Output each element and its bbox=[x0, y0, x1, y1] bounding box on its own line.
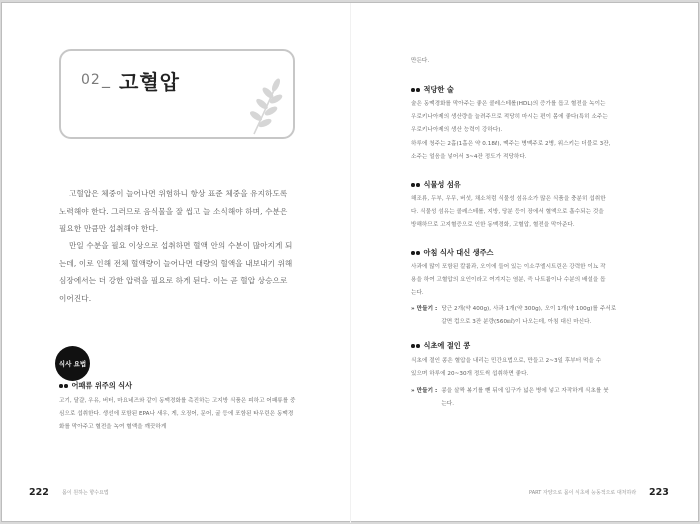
continuation-text: 만든다. bbox=[411, 58, 430, 64]
section-heading-text: 아침 식사 대신 생주스 bbox=[423, 248, 494, 257]
running-header-right: PART 자양으로 몸이 식초에 능동적으로 대처하라 bbox=[529, 490, 637, 496]
chapter-title: 고혈압 bbox=[119, 70, 180, 94]
double-dot-bullet-icon bbox=[59, 384, 68, 388]
double-dot-bullet-icon bbox=[411, 88, 420, 92]
intro-paragraph-2: 만일 수분을 필요 이상으로 섭취하면 혈액 안의 수분이 많아지게 되는데, 이로 인해 전체 혈액량이 늘어나면 대량의 혈액을 내보내기 위해 심장에서는 더 강한 압력을 필요로 하게 된다. 이는 곧 혈압 상승으로 이어진다. bbox=[59, 241, 293, 303]
chapter-number: 02 bbox=[81, 72, 101, 88]
text-line: 는다. bbox=[441, 401, 455, 408]
text-line: 소주는 얼음을 넣어서 3~4잔 정도가 적당하다. bbox=[411, 153, 527, 160]
right-page bbox=[351, 3, 700, 523]
text-line: 하루에 청주는 2홉(1홉은 약 0.18ℓ), 맥주는 병맥주로 2병, 위스키는 더블로 3잔, bbox=[411, 140, 611, 147]
alcohol-section-body bbox=[411, 98, 651, 164]
text-line: 방해하므로 고지혈증으로 인한 동맥경화, 고혈압, 혈전을 막아준다. bbox=[411, 222, 575, 229]
recipe-tag: » 만들기 : bbox=[411, 388, 438, 394]
text-line: 해조류, 두부, 우무, 버섯, 채소처럼 식물성 섬유소가 많은 식품을 충분히 섭취한 bbox=[411, 196, 606, 202]
section-heading-fish bbox=[59, 381, 132, 391]
text-line: 콩을 살짝 볶기를 뺀 뒤에 입구가 넓은 병에 넣고 자작하게 식초를 붓 bbox=[441, 388, 609, 394]
diet-therapy-badge: 식사 요법 bbox=[55, 346, 90, 381]
section-heading-juice bbox=[411, 248, 494, 258]
page-number-right: 223 bbox=[649, 487, 669, 498]
vinegar-section-body bbox=[411, 355, 651, 381]
fiber-section-body bbox=[411, 193, 651, 233]
text-line: 사과에 많이 포함된 칼륨과, 오이에 들어 있는 이소쿠엘시트린은 강력한 이뇨 작 bbox=[411, 264, 606, 270]
text-line: 다. 식물성 섬유는 콜레스테롤, 지방, 당분 등이 장에서 혈액으로 흡수되는 것을 bbox=[411, 209, 604, 216]
section-heading-text: 식초에 절인 콩 bbox=[423, 341, 471, 350]
section-heading-text: 어패류 위주의 식사 bbox=[71, 381, 133, 390]
text-line: 식초에 절인 콩은 혈압을 내리는 민간요법으로, 만들고 2~3일 후부터 먹을 수 bbox=[411, 358, 602, 364]
left-page bbox=[2, 3, 351, 523]
text-line: 당근 2개(약 400g), 사과 1개(약 300g), 오이 1개(약 100g)를 주서로 bbox=[441, 306, 617, 312]
page-number-left: 222 bbox=[29, 487, 49, 498]
chapter-separator: _ bbox=[102, 69, 110, 88]
text-line: 우로키나아제의 생산량을 늘려주므로 적당히 마시는 편이 몸에 좋다(특히 소주는 bbox=[411, 114, 608, 121]
juice-recipe-note bbox=[411, 303, 651, 329]
section-heading-fiber bbox=[411, 180, 461, 190]
text-line: 용을 하여 고혈압의 요인이라고 여겨지는 염분, 즉 나트륨이나 수분의 배설을 돕 bbox=[411, 277, 606, 284]
book-spread bbox=[1, 2, 699, 522]
text-line: 는다. bbox=[411, 290, 424, 297]
double-dot-bullet-icon bbox=[411, 251, 420, 255]
text-line: 우로키나아제의 생산 능력이 강하다). bbox=[411, 127, 503, 134]
section-heading-text: 적당한 술 bbox=[423, 85, 454, 94]
section-heading-alcohol bbox=[411, 85, 454, 95]
section-heading-vinegar-beans bbox=[411, 341, 470, 351]
running-header-left: 몸이 원하는 향수요법 bbox=[62, 490, 109, 496]
fish-section-body: 고기, 달걀, 우유, 버터, 마요네즈와 같이 동맥경화를 촉진하는 고지방 식품은 피하고 어패류를 중심으로 섭취한다. 생선에 포함된 EPA나 새우, 게, 오징어, 문어, 굴 등에 포함된 타우린은 동맥경화를 막아주고 혈전을 녹여 혈액을 깨끗하게 bbox=[59, 398, 296, 431]
recipe-tag: » 만들기 : bbox=[411, 306, 438, 312]
text-line: 갈면 컵으로 3잔 분량(560㎖)이 나오는데, 아침 대신 마신다. bbox=[441, 319, 592, 326]
juice-section-body bbox=[411, 261, 651, 301]
vinegar-recipe-note bbox=[411, 385, 651, 411]
leaf-branch-icon bbox=[248, 77, 284, 135]
text-line: 있으며 하루에 20~30개 정도씩 섭취하면 좋다. bbox=[411, 371, 529, 378]
double-dot-bullet-icon bbox=[411, 344, 420, 348]
double-dot-bullet-icon bbox=[411, 183, 420, 187]
intro-paragraph-1: 고혈압은 체중이 늘어나면 위험하니 항상 표준 체중을 유지하도록 노력해야 한다. 그러므로 음식물을 잘 씹고 늘 소식해야 하며, 수분은 필요한 만큼만 섭취해야 한다. bbox=[59, 189, 288, 233]
text-line: 술은 동맥경화를 막아주는 좋은 콜레스테롤(HDL)의 증가를 돕고 혈전을 녹이는 bbox=[411, 101, 606, 107]
section-heading-text: 식물성 섬유 bbox=[423, 180, 461, 189]
